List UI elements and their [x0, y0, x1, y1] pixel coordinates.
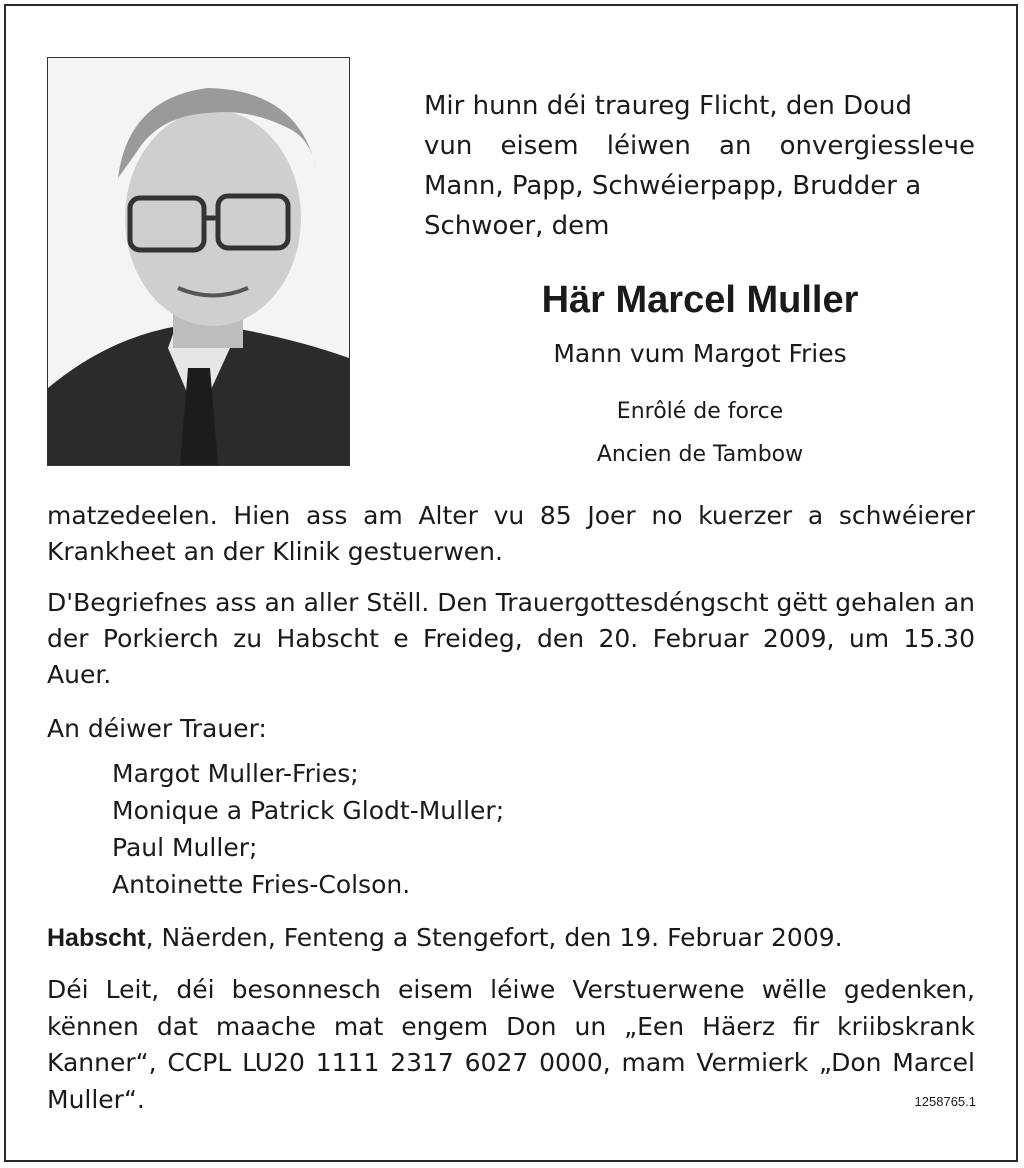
spouse-line: Mann vum Margot Fries	[553, 339, 847, 368]
funeral-paragraph: D'Begriefnes ass an aller Stëll. Den Trauergottesdéngscht gëtt gehalen an der Porkierch zu Habscht e Freideg, den 20. Februar 2009, um 15.30 Auer.	[47, 588, 975, 689]
place-rest: , Näerden, Fenteng a Stengefort, den 19. Februar 2009.	[145, 923, 843, 952]
donation-paragraph: Déi Leit, déi besonnesch eisem léiwe Verstuerwene wëlle gedenken, kënnen dat maache mat engem Don un „Een Häerz fir kriibskrank Kanner“, CCPL LU20 1111 2317 6027 0000, mam Vermierk „Don Marcel Muller“.	[47, 975, 975, 1114]
intro-line: Mir hunn déi traureg Flicht, den Doud	[424, 91, 913, 121]
place-name: Habscht	[47, 924, 146, 952]
death-paragraph: matzedeelen. Hien ass am Alter vu 85 Joer no kuerzer a schwéierer Krankheet an der Klinik gestuerwen.	[47, 501, 975, 566]
intro-line: vun eisem léiwen an onvergiesslече Mann, Papp, Schwéierpapp, Brudder a	[424, 131, 975, 201]
mourner-item: Antoinette Fries-Colson.	[112, 870, 411, 899]
mourning-heading: An déiwer Trauer:	[47, 714, 267, 743]
portrait-photo	[47, 57, 350, 466]
place-date-line	[47, 920, 975, 956]
mourners-list	[112, 755, 504, 903]
deceased-name: Här Marcel Muller	[541, 279, 859, 321]
mourner-item: Monique a Patrick Glodt-Muller;	[112, 796, 505, 825]
intro-line: Schwoer, dem	[424, 211, 610, 241]
mourner-item: Margot Muller-Fries;	[112, 759, 359, 788]
mourner-item: Paul Muller;	[112, 833, 258, 862]
reference-number: 1258765.1	[914, 1094, 976, 1109]
note-line: Enrôlé de force	[616, 399, 784, 424]
note-line: Ancien de Tambow	[596, 442, 804, 467]
intro-text	[424, 86, 975, 246]
